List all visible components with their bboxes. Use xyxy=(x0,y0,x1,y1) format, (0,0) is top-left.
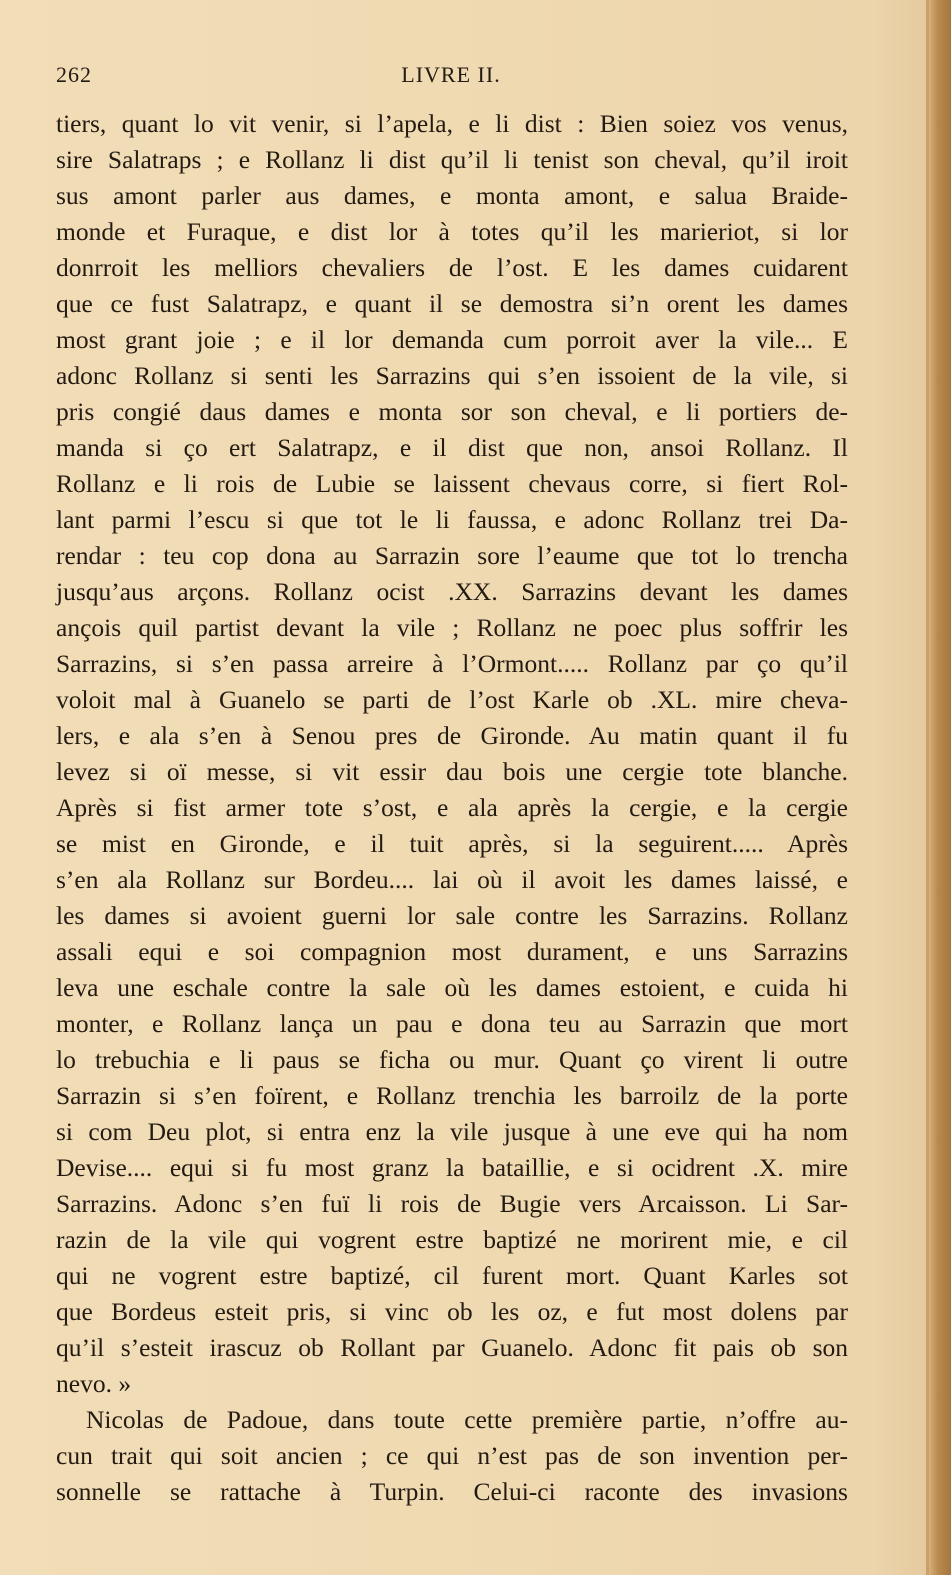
text-line: Devise.... equi si fu most granz la bataillie, e si ocidrent .X. mire xyxy=(56,1153,848,1182)
text-line: que Bordeus esteit pris, si vinc ob les oz, e fut most dolens par xyxy=(56,1297,848,1326)
text-line: sus amont parler aus dames, e monta amont, e salua Braide- xyxy=(56,181,848,210)
text-line: Rollanz e li rois de Lubie se laissent chevaus corre, si fiert Rol- xyxy=(56,469,848,498)
text-line: leva une eschale contre la sale où les dames estoient, e cuida hi xyxy=(56,973,848,1002)
text-line: pris congié daus dames e monta sor son cheval, e li portiers de- xyxy=(56,397,848,426)
text-line: most grant joie ; e il lor demanda cum porroit aver la vile... E xyxy=(56,325,848,354)
running-head: LIVRE II. xyxy=(401,62,501,87)
text-line: voloit mal à Guanelo se parti de l’ost Karle ob .XL. mire cheva- xyxy=(56,685,848,714)
text-line: adonc Rollanz si senti les Sarrazins qui s’en issoient de la vile, si xyxy=(56,361,848,390)
page-header xyxy=(56,62,846,92)
text-line: manda si ço ert Salatrapz, e il dist que non, ansoi Rollanz. Il xyxy=(56,433,848,462)
text-line: rendar : teu cop dona au Sarrazin sore l’eaume que tot lo trencha xyxy=(56,541,848,570)
paragraph-first-line: Nicolas de Padoue, dans toute cette première partie, n’offre au- xyxy=(86,1405,848,1434)
page-number: 262 xyxy=(56,62,92,87)
text-line: Après si fist armer tote s’ost, e ala après la cergie, e la cergie xyxy=(56,793,848,822)
text-line: cun trait qui soit ancien ; ce qui n’est pas de son invention per- xyxy=(56,1441,848,1470)
text-line: monter, e Rollanz lança un pau e dona teu au Sarrazin que mort xyxy=(56,1009,848,1038)
text-line: qu’il s’esteit irascuz ob Rollant par Guanelo. Adonc fit pais ob son xyxy=(56,1333,848,1362)
text-line: ançois quil partist devant la vile ; Rollanz ne poec plus soffrir les xyxy=(56,613,848,642)
text-line: que ce fust Salatrapz, e quant il se demostra si’n orent les dames xyxy=(56,289,848,318)
text-line: donrroit les melliors chevaliers de l’ost. E les dames cuidarent xyxy=(56,253,848,282)
body-text xyxy=(56,106,848,1510)
text-line: Sarrazin si s’en foïrent, e Rollanz trenchia les barroilz de la porte xyxy=(56,1081,848,1110)
text-line: sonnelle se rattache à Turpin. Celui-ci raconte des invasions xyxy=(56,1477,848,1506)
text-line: Sarrazins, si s’en passa arreire à l’Ormont..... Rollanz par ço qu’il xyxy=(56,649,848,678)
page-edge xyxy=(929,0,951,1575)
text-line: les dames si avoient guerni lor sale contre les Sarrazins. Rollanz xyxy=(56,901,848,930)
text-line: jusqu’aus arçons. Rollanz ocist .XX. Sarrazins devant les dames xyxy=(56,577,848,606)
text-line: qui ne vogrent estre baptizé, cil furent mort. Quant Karles sot xyxy=(56,1261,848,1290)
text-line: monde et Furaque, e dist lor à totes qu’il les marieriot, si lor xyxy=(56,217,848,246)
text-line: s’en ala Rollanz sur Bordeu.... lai où il avoit les dames laissé, e xyxy=(56,865,848,894)
text-line: razin de la vile qui vogrent estre baptizé ne morirent mie, e cil xyxy=(56,1225,848,1254)
text-line: se mist en Gironde, e il tuit après, si la seguirent..... Après xyxy=(56,829,848,858)
text-line: sire Salatraps ; e Rollanz li dist qu’il li tenist son cheval, qu’il iroit xyxy=(56,145,848,174)
text-line: levez si oï messe, si vit essir dau bois une cergie tote blanche. xyxy=(56,757,848,786)
text-line: lers, e ala s’en à Senou pres de Gironde. Au matin quant il fu xyxy=(56,721,848,750)
text-line: lant parmi l’escu si que tot le li faussa, e adonc Rollanz trei Da- xyxy=(56,505,848,534)
text-line: si com Deu plot, si entra enz la vile jusque à une eve qui ha nom xyxy=(56,1117,848,1146)
text-line: lo trebuchia e li paus se ficha ou mur. Quant ço virent li outre xyxy=(56,1045,848,1074)
text-line: assali equi e soi compagnion most durament, e uns Sarrazins xyxy=(56,937,848,966)
text-line: Sarrazins. Adonc s’en fuï li rois de Bugie vers Arcaisson. Li Sar- xyxy=(56,1189,848,1218)
text-line: tiers, quant lo vit venir, si l’apela, e li dist : Bien soiez vos venus, xyxy=(56,109,848,138)
text-line: nevo. » xyxy=(56,1369,132,1398)
page-fold-line xyxy=(926,0,929,1575)
